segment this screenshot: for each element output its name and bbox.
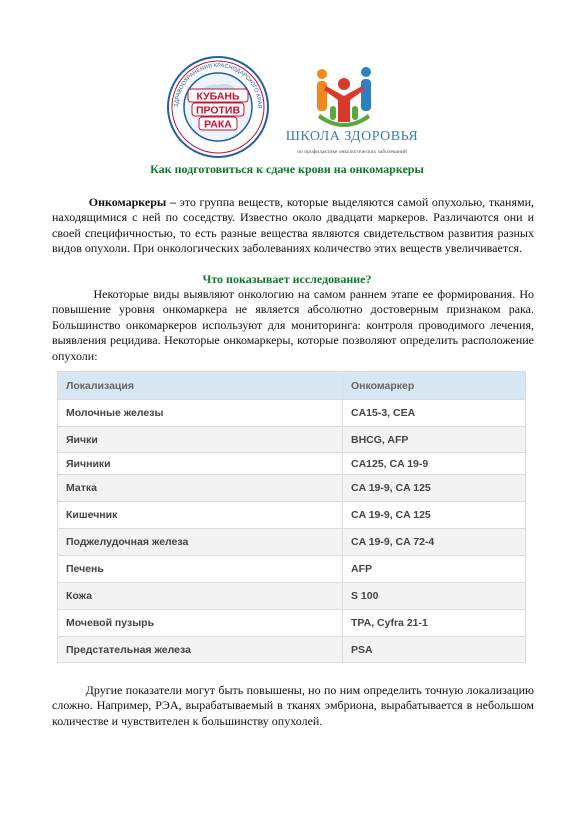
cell-localization: Кишечник [58,502,343,529]
section-heading: Что показывает исследование? [202,272,372,286]
cell-marker: CA15-3, CEA [343,400,526,427]
intro-text: это группа веществ, которые выделяются самой опухолью, тканями, находящимися с ней по соседству. Известно около двадцати маркеров. Различаются они и своей специфичностью, то есть разные вещества являются свидетельством развития разных видов опухоли. При онкологических заболеваниях количество этих веществ увеличивается. [52,195,535,256]
cell-localization: Яички [58,427,343,453]
table-row [58,610,526,637]
table-row [58,637,526,663]
header-marker: Онкомаркер [343,372,526,400]
cell-marker: PSA [343,637,526,663]
cell-marker: TPA, Cyfra 21-1 [343,610,526,637]
cell-marker: CA 19-9, CA 72-4 [343,529,526,556]
tumor-marker-table [57,371,526,663]
other-indicators-paragraph [52,683,534,729]
shkola-zdorovya-logo [262,58,442,160]
cell-localization: Поджелудочная железа [58,529,343,556]
other-indicators-text: Другие показатели могут быть повышены, но по ним определить точную локализацию сложно. Например, РЭА, вырабатываемый в тканях эмбриона, вырабатывается в небольшом количестве и чувствителен к большинству опухолей. [52,683,534,728]
table-row [58,427,526,453]
intro-term: Онкомаркеры – [88,195,176,209]
school-logo-subtitle: по профилактике онкологических заболеваний [297,149,407,155]
people-figures-icon [312,62,376,132]
kpr-logo-graphic [166,55,270,159]
table-row [58,453,526,475]
kpr-line1: КУБАНЬ [196,90,240,103]
table-row [58,583,526,610]
cell-marker: CA125, CA 19-9 [343,453,526,475]
table-row [58,475,526,502]
intro-paragraph [52,195,534,257]
table-header-row [58,372,526,400]
table-row [58,400,526,427]
cell-localization: Печень [58,556,343,583]
table-row [58,529,526,556]
cell-localization: Яичники [58,453,343,475]
school-logo-title: ШКОЛА ЗДОРОВЬЯ [285,129,419,144]
cell-marker: AFP [343,556,526,583]
cell-marker: S 100 [343,583,526,610]
cell-localization: Кожа [58,583,343,610]
cell-marker: CA 19-9, CA 125 [343,475,526,502]
kuban-protiv-raka-logo [166,55,270,159]
main-heading: Как подготовиться к сдаче крови на онкомаркеры [150,162,424,176]
study-text: Некоторые виды выявляют онкологию на самом раннем этапе ее формирования. Но повышение уровня онкомаркера не является абсолютно достоверным признаком рака. Большинство онкомаркеров используют для мониторинга: контроля проводимого лечения, выявления рецидива. Некоторые онкомаркеры, которые позволяют определить расположение опухоли: [52,287,534,363]
table-row [58,502,526,529]
cell-localization: Молочные железы [58,400,343,427]
table-row [58,556,526,583]
cell-localization: Мочевой пузырь [58,610,343,637]
study-paragraph [52,287,534,364]
cell-localization: Предстательная железа [58,637,343,663]
kpr-line3: РАКА [204,118,232,131]
cell-localization: Матка [58,475,343,502]
cell-marker: CA 19-9, CA 125 [343,502,526,529]
kpr-ring-text: ЗДРАВООХРАНЕНИЯ КРАСНОДАРСКОГО КРАЯ [173,62,263,109]
kpr-line2: ПРОТИВ [195,104,241,117]
header-localization: Локализация [58,372,343,400]
cell-marker: BHCG, AFP [343,427,526,453]
